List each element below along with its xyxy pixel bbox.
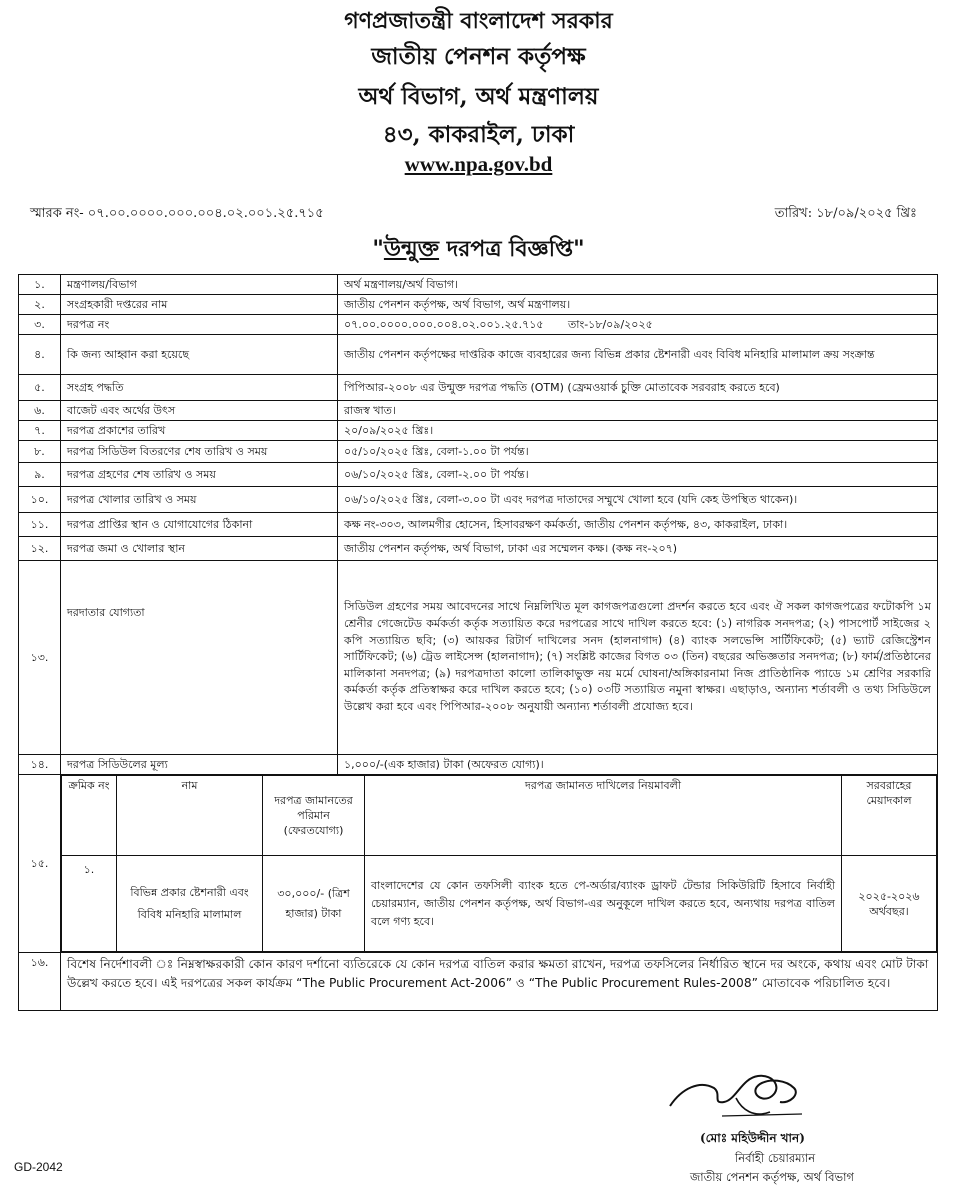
notice-quote: " — [372, 236, 384, 262]
row-label: দরদাতার যোগ্যতা — [61, 561, 338, 755]
row-label: দরপত্র প্রকাশের তারিখ — [61, 421, 338, 441]
signatory-office: জাতীয় পেনশন কর্তৃপক্ষ, অর্থ বিভাগ — [690, 1170, 854, 1184]
row-serial: ৮. — [19, 441, 61, 463]
row-label: সংগ্রহকারী দপ্তরের নাম — [61, 295, 338, 315]
item-period: ২০২৫-২০২৬ অর্থবছর। — [842, 856, 937, 952]
item-serial: ১. — [62, 856, 117, 952]
subtable-item-row — [62, 856, 937, 952]
row-serial: ১৫. — [19, 775, 61, 953]
row-value: ২০/০৯/২০২৫ খ্রিঃ। — [338, 421, 938, 441]
row-serial: ৫. — [19, 375, 61, 401]
row-value: ০৬/১০/২০২৫ খ্রিঃ, বেলা-৩.০০ টা এবং দরপত্র দাতাদের সম্মুখে খোলা হবে (যদি কেহ উপস্থিত থাকেন)। — [338, 487, 938, 513]
signatory-name: (মোঃ মহিউদ্দীন খান) — [700, 1131, 805, 1145]
row-label: দরপত্র নং — [61, 315, 338, 335]
security-subtable — [61, 775, 937, 952]
row-label: দরপত্র গ্রহণের শেষ তারিখ ও সময় — [61, 463, 338, 487]
row-label: বাজেট এবং অর্থের উৎস — [61, 401, 338, 421]
tender-details-table — [18, 274, 938, 1011]
govt-title: গণপ্রজাতন্ত্রী বাংলাদেশ সরকার — [344, 8, 613, 34]
row-value: জাতীয় পেনশন কর্তৃপক্ষের দাপ্তরিক কাজে ব্যবহারের জন্য বিভিন্ন প্রকার ষ্টেশনারী এবং বিবিধ মনিহারি মালামাল ক্রয় সংক্রান্ত — [338, 335, 938, 375]
memo-reference: স্মারক নং- ০৭.০০.০০০০.০০০.০০৪.০২.০০১.২৫.৭১৫ — [30, 206, 324, 221]
header-rules: দরপত্র জামানত দাখিলের নিয়মাবলী — [365, 776, 842, 856]
row-value: জাতীয় পেনশন কর্তৃপক্ষ, অর্থ বিভাগ, অর্থ মন্ত্রণালয়। — [338, 295, 938, 315]
row-serial: ১. — [19, 275, 61, 295]
gd-code: GD-2042 — [14, 1160, 63, 1174]
row-value: অর্থ মন্ত্রণালয়/অর্থ বিভাগ। — [338, 275, 938, 295]
table-row — [19, 335, 938, 375]
table-row — [19, 295, 938, 315]
authority-name: জাতীয় পেনশন কর্তৃপক্ষ — [371, 43, 586, 70]
row-label: দরপত্র সিডিউলের মূল্য — [61, 755, 338, 775]
item-name: বিভিন্ন প্রকার ষ্টেশনারী এবং বিবিধ মনিহারি মালামাল — [117, 856, 263, 952]
row-value: ০৬/১০/২০২৫ খ্রিঃ, বেলা-২.০০ টা পর্যন্ত। — [338, 463, 938, 487]
signatory-title: নির্বাহী চেয়ারম্যান — [735, 1151, 816, 1165]
table-row — [19, 275, 938, 295]
row-serial: ৪. — [19, 335, 61, 375]
row-serial: ৯. — [19, 463, 61, 487]
notice-title — [0, 232, 957, 269]
division-name: অর্থ বিভাগ, অর্থ মন্ত্রণালয় — [358, 83, 599, 110]
subtable-header-row — [62, 776, 937, 856]
table-row — [19, 513, 938, 537]
website-link[interactable]: www.npa.gov.bd — [404, 152, 553, 176]
notice-rest: দরপত্র বিজ্ঞপ্তি" — [439, 236, 585, 262]
row-value: কক্ষ নং-৩০৩, আলমগীর হোসেন, হিসাবরক্ষণ কর্মকর্তা, জাতীয় পেনশন কর্তৃপক্ষ, ৪৩, কাকরাইল, ঢাকা। — [338, 513, 938, 537]
table-row — [19, 315, 938, 335]
header-security: দরপত্র জামানতের পরিমান (ফেরতযোগ্য) — [263, 776, 365, 856]
row-serial: ১৬. — [19, 953, 61, 1011]
row-label: দরপত্র প্রাপ্তির স্থান ও যোগাযোগের ঠিকানা — [61, 513, 338, 537]
row-value: সিডিউল গ্রহণের সময় আবেদনের সাথে নিম্নলিখিত মূল কাগজপত্রগুলো প্রদর্শন করতে হবে এবং ঐ সকল কাগজপত্রের ফটোকপি ১ম শ্রেনীর গেজেটেড কর্মকর্তা কর্তৃক সত্যায়িত করে দরপত্রের সাথে দাখিল করতে হবে: (১) নাগরিক সনদপত্র; (২) পাসপোর্ট সাইজের ২ কপি সত্যায়িত ছবি; (৩) আয়কর রিটার্ণ দাখিলের সনদ (হালনাগাদ) (৪) ব্যাংক সলভেন্সি সার্টিফিকেট; (৫) ভ্যাট রেজিস্ট্রেশন সার্টিফিকেট; (৬) ট্রেড লাইসেন্স (হালনাগাদ); (৭) সংশ্লিষ্ট কাজের বিগত ০৩ (তিন) বছরের অভিজ্ঞতার সনদপত্র; (৮) ফার্ম/প্রতিষ্ঠানের মালিকানা সনদপত্র; (৯) দরপত্রদাতা কালো তালিকাভুক্ত নয় মর্মে ঘোষনা/অঙ্গিকারনামা নিজ প্রাতিষ্ঠানিক প্যাডে ১ম শ্রেণির সরকারি কর্মকর্তা কর্তৃক প্রতিস্বাক্ষর করে দাখিল করতে হবে; (১০) ০৩টি সত্যায়িত নমুনা স্বাক্ষর। এছাড়াও, অন্যান্য শর্তাবলী ও তথ্য সিডিউলে উল্লেখ করা হবে এবং পিপিআর-২০০৮ অনুযায়ী অন্যান্য শর্তাবলী প্রযোজ্য হবে। — [338, 561, 938, 755]
security-subtable-cell — [61, 775, 938, 953]
row-label: কি জন্য আহ্বান করা হয়েছে — [61, 335, 338, 375]
signature-image — [662, 1058, 812, 1128]
row-value: পিপিআর-২০০৮ এর উন্মুক্ত দরপত্র পদ্ধতি (OTM) (ফ্রেমওয়ার্ক চুক্তি মোতাবেক সরবরাহ করতে হবে) — [338, 375, 938, 401]
table-row — [19, 775, 938, 953]
row-serial: ১০. — [19, 487, 61, 513]
table-row — [19, 953, 938, 1011]
table-row — [19, 463, 938, 487]
item-rules: বাংলাদেশের যে কোন তফসিলী ব্যাংক হতে পে-অর্ডার/ব্যাংক ড্রাফট টেন্ডার সিকিউরিটি হিসাবে নির্বাহী চেয়ারম্যান, জাতীয় পেনশন কর্তৃপক্ষ, অর্থ বিভাগ-এর অনুকূলে দাখিল করতে হবে, অন্যথায় দরপত্র বাতিল বলে গণ্য হবে। — [365, 856, 842, 952]
table-row — [19, 375, 938, 401]
notice-open-word: উন্মুক্ত — [383, 236, 440, 262]
row-serial: ৬. — [19, 401, 61, 421]
table-row — [19, 755, 938, 775]
row-serial: ২. — [19, 295, 61, 315]
header-name: নাম — [117, 776, 263, 856]
table-row — [19, 537, 938, 561]
header-period: সরবরাহের মেয়াদকাল — [842, 776, 937, 856]
row-serial: ১৪. — [19, 755, 61, 775]
row-label: মন্ত্রণালয়/বিভাগ — [61, 275, 338, 295]
table-row — [19, 441, 938, 463]
item-security: ৩০,০০০/- (ত্রিশ হাজার) টাকা — [263, 856, 365, 952]
table-row — [19, 561, 938, 755]
row-serial: ১২. — [19, 537, 61, 561]
table-row — [19, 487, 938, 513]
row-value: ১,০০০/-(এক হাজার) টাকা (অফেরত যোগ্য)। — [338, 755, 938, 775]
row-label: দরপত্র খোলার তারিখ ও সময় — [61, 487, 338, 513]
row-value: জাতীয় পেনশন কর্তৃপক্ষ, অর্থ বিভাগ, ঢাকা এর সম্মেলন কক্ষ। (কক্ষ নং-২০৭) — [338, 537, 938, 561]
row-value: ০৭.০০.০০০০.০০০.০০৪.০২.০০১.২৫.৭১৫ তাং-১৮/০৯/২০২৫ — [338, 315, 938, 335]
row-label: দরপত্র জমা ও খোলার স্থান — [61, 537, 338, 561]
row-label: সংগ্রহ পদ্ধতি — [61, 375, 338, 401]
row-value: রাজস্ব খাত। — [338, 401, 938, 421]
memo-date: তারিখ: ১৮/০৯/২০২৫ খ্রিঃ — [774, 206, 917, 221]
row-label: দরপত্র সিডিউল বিতরণের শেষ তারিখ ও সময় — [61, 441, 338, 463]
row-value: ০৫/১০/২০২৫ খ্রিঃ, বেলা-১.০০ টা পর্যন্ত। — [338, 441, 938, 463]
row-serial: ৭. — [19, 421, 61, 441]
header-serial: ক্রমিক নং — [62, 776, 117, 856]
table-row — [19, 421, 938, 441]
table-row — [19, 401, 938, 421]
row-serial: ১১. — [19, 513, 61, 537]
special-instructions: বিশেষ নির্দেশাবলী ঃ নিম্নস্বাক্ষরকারী কোন কারণ দর্শানো ব্যতিরেকে যে কোন দরপত্র বাতিল করার ক্ষমতা রাখেন, দরপত্র তফসিলের নির্ধারিত স্থানে দর অংকে, কথায় এবং মোট টাকা উল্লেখ করতে হবে। এই দরপত্রের সকল কার্যক্রম “The Public Procurement Act-2006” ও “The Public Procurement Rules-2008” মোতাবেক পরিচালিত হবে। — [61, 953, 938, 1011]
row-serial: ১৩. — [19, 561, 61, 755]
office-address: ৪৩, কাকরাইল, ঢাকা — [382, 121, 575, 148]
row-serial: ৩. — [19, 315, 61, 335]
